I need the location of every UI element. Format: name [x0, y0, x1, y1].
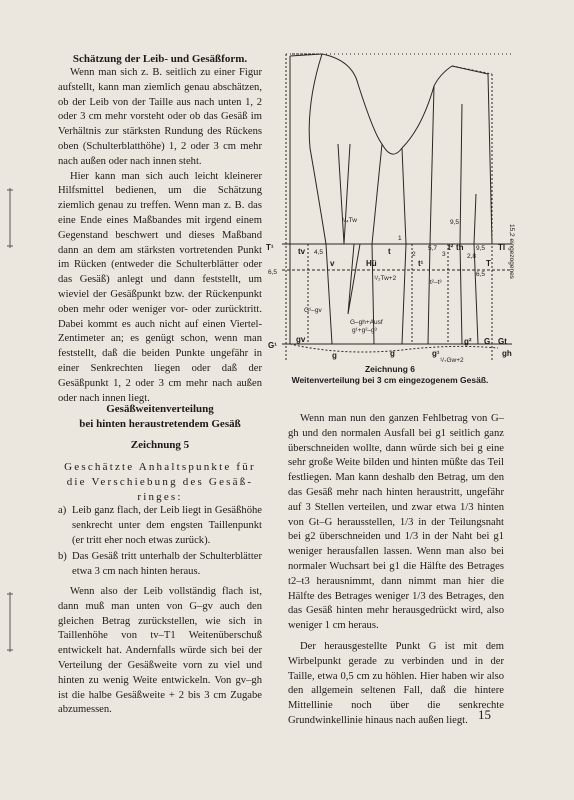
- label-g2: g²: [464, 337, 472, 346]
- spaced-line3: ringes:: [137, 491, 183, 503]
- label-t2: t²: [448, 243, 454, 252]
- list-text: Das Gesäß tritt unterhalb der Schulterblätter etwa 3 cm nach hinten heraus.: [72, 551, 262, 578]
- measure-9-5a: 9,5: [450, 219, 460, 226]
- binding-mark-icon: [4, 188, 16, 248]
- pattern-drawing: [262, 44, 522, 362]
- label-G: G: [484, 337, 491, 346]
- list-text: Leib ganz flach, der Leib liegt in Gesäßhöhe senkrecht unter dem engsten Taillenpunkt (er tritt eher noch etwas zurück).: [72, 505, 262, 546]
- label-Hu: Hü: [366, 259, 377, 268]
- label-gv: gv: [296, 335, 306, 344]
- figure-caption: [270, 364, 510, 386]
- label-tv: tv: [298, 247, 306, 256]
- list-item-b: [58, 550, 262, 580]
- left-column-bottom: [58, 504, 262, 718]
- paragraph: Wenn man nun den ganzen Fehlbetrag von G–gh und den normalen Ausfall bei g1 seitlich ganz überschneiden wollte, dann würde sich bei g eine sehr große Weite bilden und hinten müßte das Teil festliegen. Man kann deshalb den Betrag, um den das Gesäß mehr nach hinten heraustritt, ungefähr auf 3 Stellen verteilen, und zwar etwa 1/3 hinten von Gt–G herausstellen, 1/3 in der Teilungsnaht bei g2 überschneiden und 1/3 in der Naht bei g1 weniger herausfallen lassen. Wenn man also bei normaler Wuchsart bei g1 die Hälfte des Betrages t2–t3 herausnimmt, dann nimmt man hier die Hälfte des Betrages weniger 1/3 des Betrages, den das Gesäß hinten mehr herausgedrückt wird, also weniger 1 cm heraus.: [288, 413, 504, 632]
- label-th: th: [456, 243, 464, 252]
- formula-half-tw: ¹/₂Tw+2: [374, 275, 397, 282]
- binding-mark-icon: [4, 592, 16, 652]
- spaced-line2: die Verschiebung des Gesäß-: [66, 476, 254, 488]
- measure-5-7: 5,7: [428, 245, 438, 252]
- label-g: g: [332, 351, 337, 360]
- formula-g-gh: G–gh+Ausf: [350, 319, 383, 326]
- label-g1: g¹: [432, 349, 440, 358]
- paragraph: Der herausgestellte Punkt G ist mit dem Wirbelpunkt gerade zu verbinden und in der Taille, etwa 0,5 cm zu höhlen. Hier haben wir also den allgemein seltenen Fall, daß die hintere Mittellinie noch über die senkrechte Grundwinkellinie hinaus nach außen liegt.: [288, 640, 504, 726]
- measure-2-8: 2,8: [467, 253, 477, 260]
- label-g-b: g: [390, 349, 395, 358]
- label-t: t: [388, 247, 391, 256]
- measure-4-5: 4,5: [314, 249, 324, 256]
- label-Tl: Tl: [498, 243, 506, 252]
- label-G1: G¹: [268, 341, 277, 350]
- section-heading: Schätzung der Leib- und Gesäßform.: [72, 53, 248, 65]
- label-v: v: [330, 259, 335, 268]
- measure-2: 2: [412, 251, 416, 258]
- section-title-line3: Zeichnung 5: [130, 439, 190, 451]
- spaced-line1: Geschätzte Anhaltspunkte für: [64, 461, 256, 473]
- section-title-line2: bei hinten heraustretendem Gesäß: [79, 418, 241, 430]
- caption-title: Zeichnung 6: [364, 364, 416, 374]
- page-number: 15: [478, 707, 491, 722]
- pattern-drawing-svg: [262, 44, 522, 362]
- formula-g1-gv: G¹–gv: [304, 307, 322, 314]
- right-column: [288, 412, 504, 735]
- formula-t2-t3: t²–t³: [430, 279, 442, 286]
- measure-1: 1: [398, 235, 402, 242]
- measure-6-5b: 6,5: [476, 271, 486, 278]
- measure-3: 3: [442, 251, 446, 258]
- list-key: b): [58, 551, 67, 563]
- spaced-heading-block: [58, 460, 262, 505]
- formula-g1-g2: g¹+g²–g³: [352, 327, 377, 334]
- label-Gt: Gt: [498, 337, 507, 346]
- measure-9-5b: 9,5: [476, 245, 486, 252]
- caption-subtitle: Weitenverteilung bei 3 cm eingezogenem Gesäß.: [291, 375, 489, 385]
- list-key: a): [58, 505, 67, 516]
- paragraph: Wenn also der Leib vollständig flach ist, dann muß man unten von G–gv auch den gleichen Betrag zurückstellen, wie sich in Taillenhöhe von tv–T1 Weitenüberschuß entwickelt hat. Andernfalls würde sich bei der Verteilung der Gesäßweite vorn zu viel und hinten zu wenig Weite entwickeln. Von gv–gh ist die halbe Gesäßweite + 2 bis 3 cm Zugabe abzumessen.: [58, 585, 262, 716]
- left-column-top: [58, 52, 262, 406]
- vertical-note: 15,2 eingezogenes: [508, 224, 515, 279]
- paragraph: Wenn man sich z. B. seitlich zu einer Figur aufstellt, kann man ziemlich genau abschätzen, ob der Leib von der Taille aus nach unten 1, 2 oder 3 cm mehr vorsteht oder ob das Gesäß im Verhältnis zur stärksten Rundung des Rückens oben (Schulterblatthöhe) 1, 2 oder 3 cm mehr nach außen oder nach innen steht.: [58, 67, 262, 167]
- label-T1: T¹: [266, 243, 274, 252]
- label-gh: gh: [502, 349, 512, 358]
- formula-half-gw: ¹/₂Gw+2: [440, 357, 464, 362]
- formula-quarter-tw: ¹/₄Tw: [342, 217, 357, 224]
- section-title-block: [58, 402, 262, 453]
- paragraph: Hier kann man sich auch leicht kleinerer Hilfsmittel bedienen, um die Schätzung ziemlich genau zu treffen. Wenn man z. B. das eine Ende eines Maßbandes mit irgend einem Gegenstand beschwert und dieses Maßband dann an dem am stärksten vortretenden Punkt im Rücken (entweder die Schulterblätter oder das Gesäß) anlegt und dann feststellt, um wieviel der Gesäßpunkt bzw. der Rückenpunkt oben mehr oder weniger vor- oder zurücktritt. Dabei kommt es auch nicht auf einen Viertel-Zentimeter an; es genügt schon, wenn man feststellt, daß die beiden Punkte ungefähr in einer Senkrechten liegen oder daß der Gesäßpunkt 1, 2 oder 3 cm mehr nach außen oder nach innen liegt.: [58, 170, 262, 404]
- section-title-line1: Gesäßweitenverteilung: [106, 403, 214, 415]
- label-t1: t¹: [418, 259, 424, 268]
- list-item-a: [58, 504, 262, 548]
- measure-6-5: 6,5: [268, 269, 278, 276]
- label-T: T: [486, 259, 491, 268]
